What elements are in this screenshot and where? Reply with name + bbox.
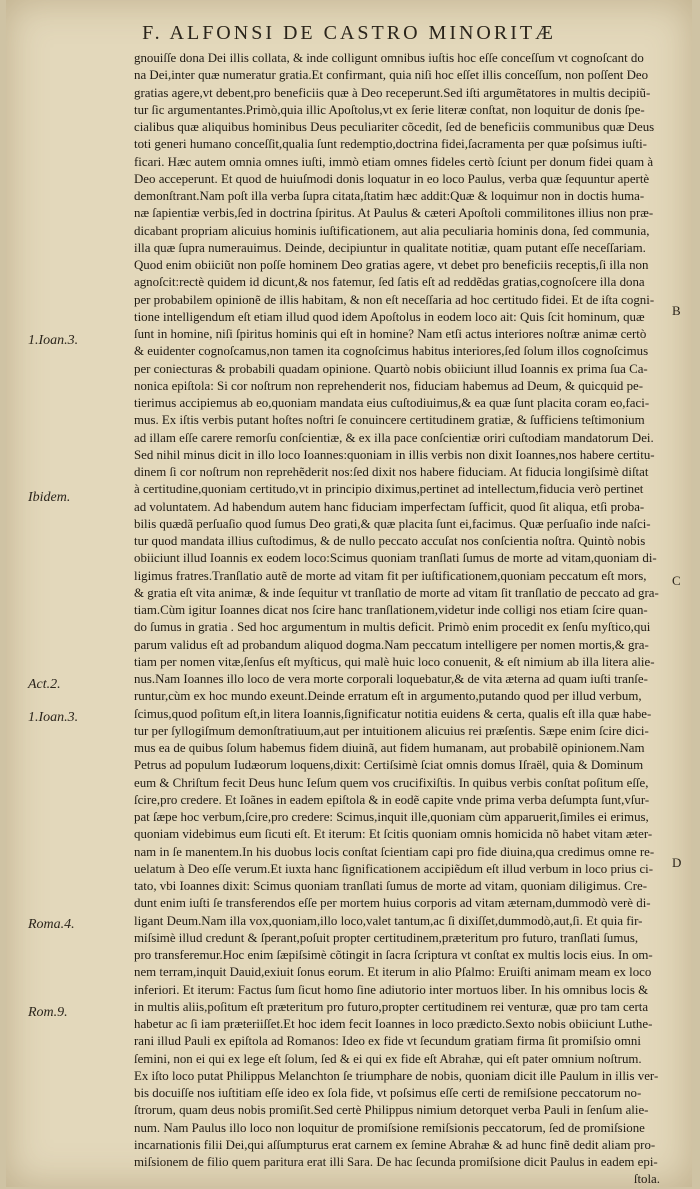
book-page — [6, 0, 692, 1187]
text-line: ligimus fratres.Tranſlatio autẽ de morte ad vitam fit per iuſtificationem,quoniam peccatum eſt mors, — [134, 568, 647, 583]
text-line: ad voluntatem. Ad habendum autem hanc fiduciam imperfectam ſufficit, quod ſit aliqua, etſi proba- — [134, 499, 645, 514]
text-line: tierimus accipiemus ab eo,quoniam mandata eius cuſtodiuimus,& ea quæ ſunt placita coram eo,faci- — [134, 396, 650, 410]
text-line: bilis quædã perſuaſio quod ſumus Deo grati,& quæ placita ſunt ei,facimus. Quæ perſuaſio inde naſci- — [134, 516, 651, 531]
text-line: tur per ſyllogiſmum demonſtratiuum,aut per intuitionem alicuius rei præſentis. Sæpe enim ſcire dici- — [134, 723, 649, 738]
text-line: nam in ſe manentem.In his duobus locis conſtat ſcientiam capi pro fide diuina,qua credimus omne re- — [134, 844, 655, 859]
text-line: ad illam eſſe carere remorſu conſcientiæ, & ex illa pace conſcientiæ oriri cuſtodiam mandatorum Dei. — [134, 430, 654, 445]
margin-reference: 1.Ioan.3. — [28, 710, 79, 725]
text-line: parum validus eſt ad probandum aliquod dogma.Nam peccatum intelligere per nomen mortis,& gra- — [134, 637, 649, 652]
text-line: mus ea de quibus ſolum habemus fidem diuinã, aut fidem humanam, aut probabilẽ opinionem.Nam — [134, 741, 645, 755]
text-line: dicabant propriam alicuius hominis iuſtificationem, aut alia peculiaria hominis dona, ſed communia, — [134, 223, 650, 238]
text-line: in multis aliis,poſitum eſt præteritum pro futuro,propter certitudinem rei venturæ, quæ pro tam certa — [134, 999, 649, 1014]
text-line: tur ſic argumentantes.Primò,quia illic Apoſtolus,vt ex ſerie literæ conſtat, non loquitur de donis ſpe- — [134, 102, 645, 117]
section-letter: D — [672, 855, 682, 870]
text-line: bis docuiſſe nos iuſtitiam eſſe ideo ex ſola fide, vt poſsimus eſſe certi de remiſsione peccatorum no- — [134, 1086, 642, 1100]
text-line: runtur,cùm ex hoc mundo exeunt.Deinde erratum eſt in argumento,putando quod per illud verbum, — [134, 689, 642, 704]
text-line: miſsimè illud credunt & ſperant,poſuit propter certitudinem,præteritum pro futuro, tranſlati ſumus, — [134, 930, 639, 945]
text-line: ficari. Hæc autem omnia omnes iuſti, immò etiam omnes fideles certò ſciunt per donum fidei quam à — [134, 154, 654, 169]
section-letter: B — [672, 303, 681, 318]
text-line: Deo acceperunt. Et quod de huiuſmodi donis loquatur in eo loco Paulus, verba quæ ſequuntur apertè — [134, 171, 650, 186]
text-line: ſcimus,quod poſitum eſt,in litera Ioannis,ſignificatur notitia euidens & certa, qualis eſt illa quæ habe- — [134, 706, 652, 721]
text-line: miſsionem de filio quem paritura erat illi Sara. De hac ſecunda promiſsione dicit Paulus in eadem epi- — [134, 1155, 658, 1169]
margin-reference: Act.2. — [28, 677, 61, 692]
margin-reference: 1.Ioan.3. — [28, 333, 79, 348]
text-line: Sed nihil minus dicit in illo loco Ioannes:quoniam in illis verbis non dixit Ioannes,nos habere certitu- — [134, 447, 655, 462]
text-line: gnouiſſe dona Dei illis collata, & inde colligunt omnibus iuſtis hoc eſſe conceſſum vt cognoſcant do — [134, 51, 644, 65]
running-header: F. ALFONSI DE CASTRO MINORITÆ — [142, 22, 556, 44]
text-line: nonica epiſtola: Si cor noſtrum non reprehenderit nos, fiduciam habemus ad Deum, & quicquid pe- — [134, 378, 644, 393]
text-line: na Dei,inter quæ numeratur gratia.Et confirmant, quia niſi hoc eſſet illis conceſſum, non poſſent Deo — [134, 68, 649, 83]
text-line: nem terram,inquit Dauid,exiuit ſonus eorum. Et iterum in alio Pſalmo: Eruiſti animam meam ex loco — [134, 965, 652, 980]
text-line: obiiciunt illud Ioannis ex eodem loco:Scimus quoniam tranſlati ſumus de morte ad vitam,quoniam di- — [134, 551, 657, 566]
text-line: demonſtrant.Nam poſt illa verba ſupra citata,ſtatim hæc addit:Quæ & loquimur non in doctis huma- — [134, 189, 645, 203]
margin-reference: Roma.4. — [28, 917, 75, 932]
text-line: per coniecturas & probabili quadam opinione. Quartò nobis obiiciunt illud Ioannis ex prima ſua Ca- — [134, 361, 648, 376]
text-line: incarnationis filii Dei,qui aſſumpturus erat carnem ex ſemine Abrahæ & ad hunc finẽ dedit aliam pro- — [134, 1137, 656, 1152]
text-line: tione intelligendum eſt etiam illud quod idem Apoſtolus in eodem loco ait: Quis ſcit hominum, quæ — [134, 309, 645, 324]
text-line: næ ſapientiæ verbis,ſed in doctrina ſpiritus. At Paulus & cæteri Apoſtoli commilitones illius non præ- — [134, 206, 654, 221]
text-line: tur quod mandata illius cuſtodimus, & de nullo peccato accuſat nos conſcientia noſtra. Quintò nobis — [134, 534, 646, 548]
text-line: do ſumus in gratia . Sed hoc argumentum in multis deficit. Primò enim procedit ex ſenſu myſtico,qui — [134, 620, 651, 635]
text-line: mus. Ex iſtis verbis putant hoſtes noſtri ſe conuincere certitudinem gratiæ, & ſufficiens teſtimonium — [134, 413, 645, 428]
body-text — [134, 50, 660, 1189]
text-line: toti generi humano conceſſit,qualia ſunt redemptio,doctrina fidei,ſacramenta per quæ poſsimus iuſti- — [134, 137, 647, 152]
text-line: pro transferemur.Hoc enim ſæpiſsimè cõtingit in ſacra ſcriptura vt conſtat ex multis locis eius. In om- — [134, 948, 653, 962]
text-line: Petrus ad populum Iudæorum loquens,dixit: Certiſsimè ſciat omnis domus Iſraël, quia & Dominum — [134, 758, 644, 773]
text-line: Ex iſto loco putat Philippus Melanchton ſe triumphare de nobis, quoniam dicit ille Paulum in illis ver- — [134, 1068, 659, 1083]
margin-reference: Ibidem. — [28, 490, 71, 505]
text-line: uelatum à Deo eſſe verum.Et iuxta hanc ſignificationem accipiẽdum eſt illud verbum in loco prius ci- — [134, 861, 654, 876]
text-line: dinem ſi cor noſtrum non reprehẽderit nos:ſed dixit nos habere fiduciam. At fiducia longiſsimè diſtat — [134, 465, 649, 479]
text-line: inferiori. Et iterum: Factus ſum ſicut homo ſine adiutorio inter mortuos liber. In his omnibus locis & — [134, 982, 649, 997]
margin-reference: Rom.9. — [28, 1005, 68, 1020]
text-line: nus.Nam Ioannes illo loco de vera morte corporali loquebatur,& de vita æterna ad quam iuſti tranſe- — [134, 672, 648, 686]
text-line: & euidenter cognoſcamus,non tamen ita cognoſcimus habitus interiores,ſed ſolum illos cognoſcimus — [134, 344, 649, 359]
text-line: per probabilem opinionẽ de illis habitam, & non eſt neceſſaria ad hoc certitudo fidei. Et de iſta cogni- — [134, 292, 655, 307]
text-line: tato, vbi Ioannes dixit: Scimus quoniam tranſlati ſumus de morte ad vitam, quoniam diligimus. Cre- — [134, 879, 648, 893]
text-line: dunt enim iuſti ſe transferendos eſſe per mortem huius corporis ad vitam æternam,dummodò verè di- — [134, 896, 651, 911]
text-line: ſtrorum, quam deus nobis promiſit.Sed certè Philippus nimium detorquet verba Pauli in ſenſum alie- — [134, 1103, 649, 1118]
text-line: agnoſcit:rectè quidem id dicunt,& nos fatemur, ſed ſatis eſt ad reddẽdas gratias,cognoſcere illa dona — [134, 275, 645, 290]
text-line: & gratia eſt vita animæ, & inde ſequitur vt tranſlatio de morte ad vitam ſit tranſlatio de peccato ad gra- — [134, 585, 659, 600]
text-line: habetur ac ſi iam præteriiſſet.Et hoc idem fecit Ioannes in loco prædicto.Sexto nobis obiiciunt Luthe- — [134, 1017, 653, 1031]
text-line: rani illud Pauli ex epiſtola ad Romanos: Ideo ex fide vt ſecundum gratiam firma ſit promiſsio omni — [134, 1034, 641, 1049]
text-line: cialibus quæ aliquibus hominibus Deus peculiariter cõcedit, ſed de beneficiis communibus quæ Deus — [134, 120, 655, 134]
text-line: illa quæ ſupra numerauimus. Deinde, decipiuntur in qualitate notitiæ, quam putant eſſe neceſſariam. — [134, 240, 646, 255]
text-line: pat ſæpe hoc verbum,ſcire,pro credere: Scimus,inquit ille,quoniam cùm apparuerit,ſimiles ei erimus, — [134, 810, 649, 824]
text-line: ſtola. — [633, 1172, 660, 1187]
text-line: Quod enim obiiciũt non poſſe hominem Deo gratias agere, vt debet pro beneficiis receptis,ſi illa non — [134, 258, 649, 272]
text-line: ſunt in homine, niſi ſpiritus hominis qui eſt in homine? Nam etſi actus interiores noſtræ animæ certò — [134, 327, 647, 341]
text-line: gratias agere,vt debent,pro beneficiis quæ à Deo receperunt.Sed iſti argumẽtatores in multis decipiũ- — [134, 85, 651, 100]
text-line: tiam.Cùm igitur Ioannes dicat nos ſcire hanc tranſlationem,videtur inde colligi nos etiam ſcire quan- — [134, 603, 648, 617]
text-line: à certitudine,quoniam certitudo,vt in principio diximus,pertinet ad intellectum,fiducia verò pertinet — [134, 482, 644, 497]
text-line: eum & Chriſtum fecit Deus hunc Ieſum quem vos crucifixiſtis. In quibus verbis conſtat poſitum eſſe, — [134, 775, 649, 790]
text-line: tiam per nomen vitæ,ſenſus eſt myſticus, qui malè huic loco conuenit, & eſt nimium ab illa litera alie- — [134, 654, 655, 669]
text-line: ſcire,pro credere. Et Ioãnes in eadem epiſtola & in eodẽ capite vnde prima verba deſumpta ſunt,vſur- — [134, 792, 650, 807]
text-line: ſemini, non ei qui ex lege eſt ſolum, ſed & ei qui ex fide eſt Abrahæ, qui eſt pater omnium noſtrum. — [134, 1051, 642, 1066]
section-letter: C — [672, 573, 681, 588]
text-line: ligant Deum.Nam illa vox,quoniam,illo loco,valet tantum,ac ſi dixiſſet,dummodò,aut,ſi. Et quia fir- — [134, 913, 643, 928]
text-line: quoniam videbimus eum ſicuti eſt. Et iterum: Et ſcitis quoniam omnis homicida nõ habet vitam æter- — [134, 827, 653, 842]
text-line: num. Nam Paulus illo loco non loquitur de promiſsione remiſsionis peccatorum, ſed de promiſsione — [134, 1120, 645, 1135]
